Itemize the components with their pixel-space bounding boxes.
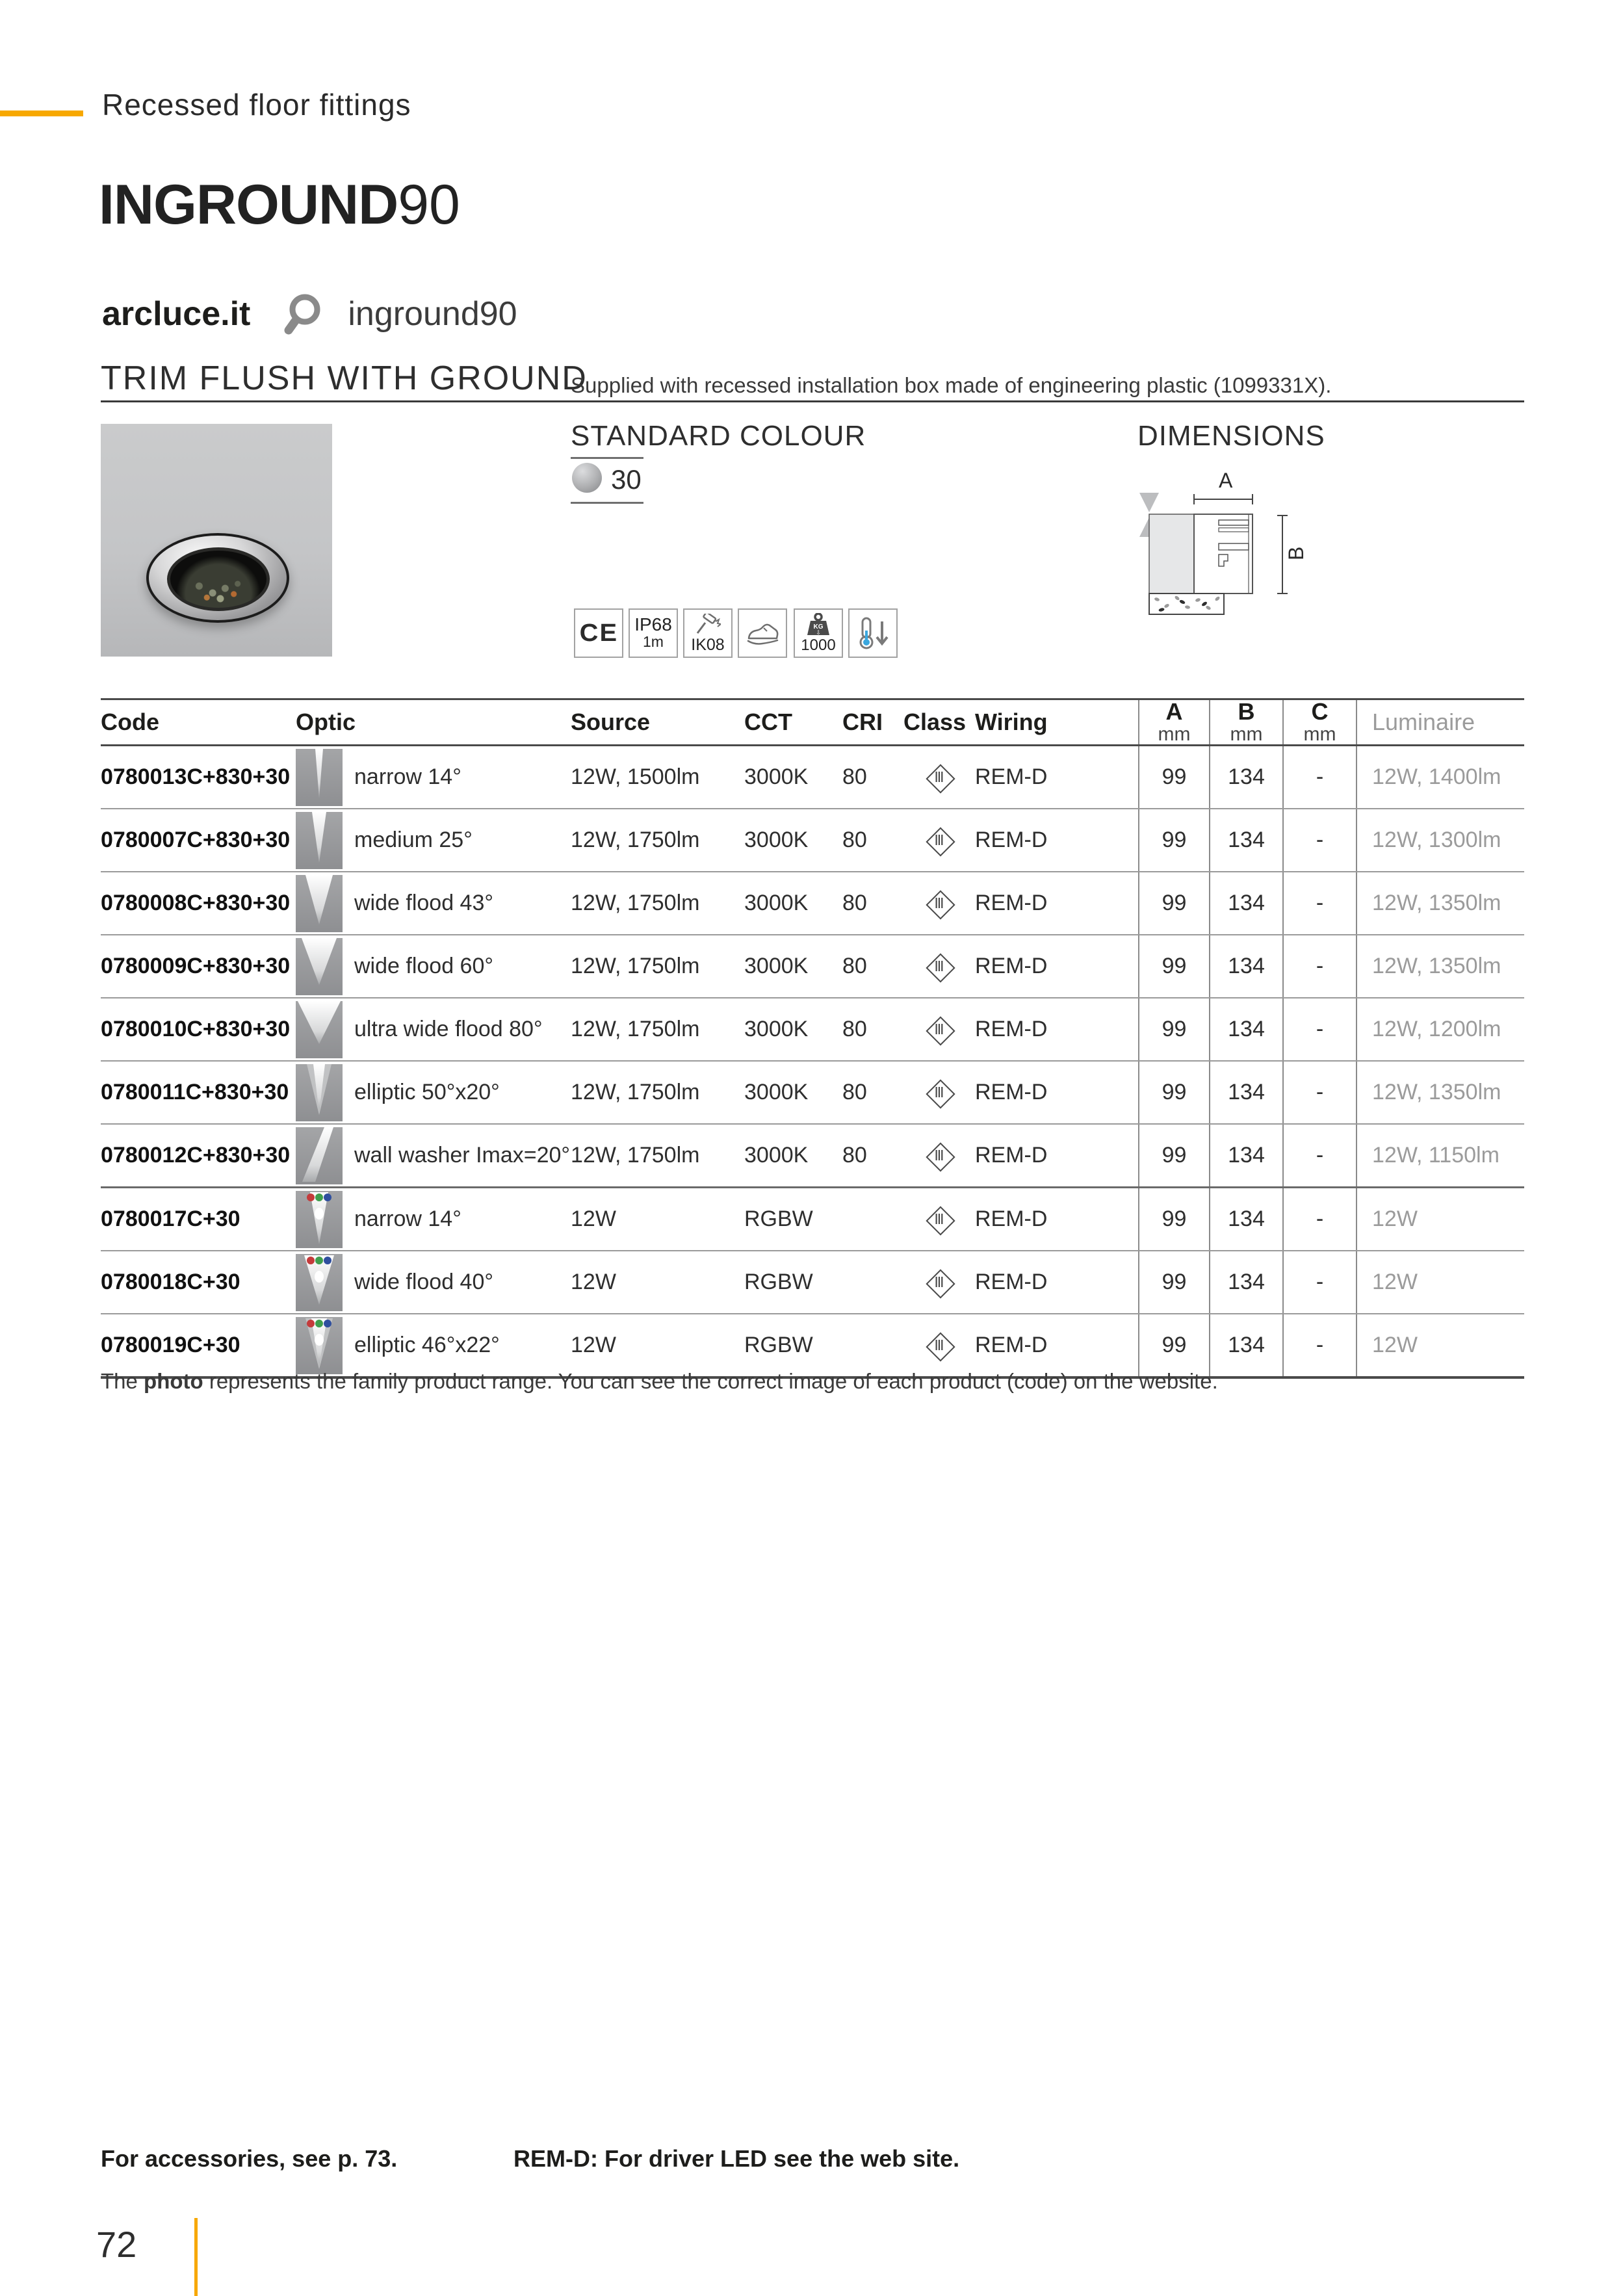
header-code: Code xyxy=(101,709,159,735)
wiring-value: REM-D xyxy=(975,1270,1048,1294)
product-table xyxy=(101,698,1524,1379)
header-c: C xyxy=(1311,698,1329,725)
luminaire-value: 12W, 1400lm xyxy=(1356,746,1524,808)
optic-beam-icon-medium xyxy=(296,812,343,869)
header-luminaire-label: Luminaire xyxy=(1372,709,1475,735)
ce-mark-label: CE xyxy=(579,619,618,647)
class-iii-icon xyxy=(922,886,957,921)
class-iii-icon xyxy=(922,949,957,984)
load-value: 1000 xyxy=(801,636,836,654)
table-row xyxy=(101,1251,1524,1314)
footer-accent-line xyxy=(194,2218,198,2296)
luminaire-value: 12W xyxy=(1356,1251,1524,1313)
product-code: 0780019C+30 xyxy=(101,1333,240,1357)
table-row xyxy=(101,1062,1524,1125)
dim-b-value: 134 xyxy=(1209,935,1282,997)
dim-a-label: A xyxy=(1219,469,1233,492)
dim-c-value: - xyxy=(1282,1251,1356,1313)
ip68-rating-icon xyxy=(629,608,678,658)
dim-c-value: - xyxy=(1282,746,1356,808)
class-cell xyxy=(903,1202,975,1237)
hammer-icon xyxy=(695,614,721,636)
shoe-icon xyxy=(746,620,779,646)
optic-label: narrow 14° xyxy=(354,1207,461,1231)
fixture-body xyxy=(1194,514,1253,594)
header-b-mm xyxy=(1209,700,1282,744)
product-photo xyxy=(101,424,332,657)
dim-a-value: 99 xyxy=(1138,935,1209,997)
luminaire-value: 12W, 1350lm xyxy=(1356,872,1524,934)
wiring-value: REM-D xyxy=(975,1333,1048,1357)
source-value: 12W, 1750lm xyxy=(571,828,700,852)
optic-label: elliptic 50°x20° xyxy=(354,1080,500,1104)
remd-note: REM-D: For driver LED see the web site. xyxy=(513,2145,960,2172)
header-a: A xyxy=(1165,698,1183,725)
dim-b-value: 134 xyxy=(1209,809,1282,871)
class-iii-icon xyxy=(922,1265,957,1300)
page-title-suffix: 90 xyxy=(398,174,460,236)
supplied-note: Supplied with recessed installation box made of engineering plastic (1099331X). xyxy=(571,373,1332,397)
luminaire-value: 12W, 1200lm xyxy=(1356,998,1524,1060)
wiring-value: REM-D xyxy=(975,891,1048,915)
header-luminaire xyxy=(1356,700,1524,744)
source-value: 12W, 1750lm xyxy=(571,891,700,915)
optic-beam-icon-wide60 xyxy=(296,938,343,995)
ce-mark-icon xyxy=(574,608,623,658)
optic-cell xyxy=(296,1188,571,1250)
cct-value: RGBW xyxy=(744,1207,813,1231)
search-icon xyxy=(283,293,323,335)
header-cri: CRI xyxy=(842,709,883,735)
luminaire-value: 12W, 1350lm xyxy=(1356,1062,1524,1123)
cri-value: 80 xyxy=(842,1080,867,1104)
class-symbol: Ⅲ xyxy=(934,958,944,974)
section-divider xyxy=(101,400,1524,402)
dim-a-value: 99 xyxy=(1138,746,1209,808)
photo-note xyxy=(101,1369,1218,1394)
class-iii-icon xyxy=(922,823,957,858)
dim-a-value: 99 xyxy=(1138,809,1209,871)
weight-icon xyxy=(805,613,831,636)
luminaire-value: 12W xyxy=(1356,1188,1524,1250)
optic-label: elliptic 46°x22° xyxy=(354,1333,500,1357)
cct-value: 3000K xyxy=(744,764,809,789)
dim-b-value: 134 xyxy=(1209,1125,1282,1186)
dim-b-label: B xyxy=(1284,546,1308,560)
class-cell xyxy=(903,760,975,795)
source-value: 12W, 1750lm xyxy=(571,954,700,978)
source-value: 12W, 1500lm xyxy=(571,764,700,789)
header-class: Class xyxy=(903,709,967,735)
accessories-note: For accessories, see p. 73. xyxy=(101,2145,398,2172)
cri-value: 80 xyxy=(842,891,867,915)
dim-a-value: 99 xyxy=(1138,872,1209,934)
dim-b-value: 134 xyxy=(1209,998,1282,1060)
dimensions-heading: DIMENSIONS xyxy=(1137,420,1325,452)
temperature-icon xyxy=(848,608,898,658)
photo-note-prefix: The xyxy=(101,1369,144,1393)
standard-colour-heading: STANDARD COLOUR xyxy=(571,420,866,452)
optic-label: wide flood 40° xyxy=(354,1270,493,1294)
dim-b-value: 134 xyxy=(1209,746,1282,808)
cct-value: 3000K xyxy=(744,891,809,915)
optic-cell xyxy=(296,1314,571,1376)
table-row xyxy=(101,872,1524,935)
optic-label: narrow 14° xyxy=(354,764,461,789)
class-iii-icon xyxy=(922,1202,957,1237)
cri-value: 80 xyxy=(842,828,867,852)
header-cct: CCT xyxy=(744,709,792,735)
optic-label: medium 25° xyxy=(354,828,473,852)
table-row xyxy=(101,935,1524,998)
table-row xyxy=(101,1188,1524,1251)
dim-b-value: 134 xyxy=(1209,1251,1282,1313)
class-cell xyxy=(903,1265,975,1300)
dim-c-value: - xyxy=(1282,809,1356,871)
table-row xyxy=(101,998,1524,1062)
luminaire-value: 12W, 1300lm xyxy=(1356,809,1524,871)
class-cell xyxy=(903,1328,975,1363)
header-b-unit: mm xyxy=(1230,724,1263,746)
source-value: 12W, 1750lm xyxy=(571,1017,700,1041)
table-header-row xyxy=(101,698,1524,746)
dim-c-value: - xyxy=(1282,1188,1356,1250)
optic-beam-icon-elliptic xyxy=(296,1064,343,1121)
product-code: 0780018C+30 xyxy=(101,1270,240,1294)
section-heading: TRIM FLUSH WITH GROUND xyxy=(101,359,588,397)
optic-cell xyxy=(296,935,571,997)
svg-text:⇩: ⇩ xyxy=(816,629,821,636)
ip-rating-label: IP68 xyxy=(634,614,672,635)
optic-cell xyxy=(296,809,571,871)
header-c-unit: mm xyxy=(1303,724,1336,746)
page-title xyxy=(99,173,460,237)
dim-b-value: 134 xyxy=(1209,872,1282,934)
class-symbol: Ⅲ xyxy=(934,831,944,848)
source-value: 12W xyxy=(571,1207,616,1231)
colour-code: 30 xyxy=(611,464,642,495)
site-search-row xyxy=(102,293,517,335)
product-code: 0780013C+830+30 xyxy=(101,764,291,789)
dimensions-drawing xyxy=(1128,447,1407,629)
class-iii-icon xyxy=(922,1328,957,1363)
optic-beam-icon-rgbw-elliptic xyxy=(296,1317,343,1374)
dim-c-value: - xyxy=(1282,1062,1356,1123)
source-value: 12W, 1750lm xyxy=(571,1080,700,1104)
page-title-main: INGROUND xyxy=(99,174,398,236)
cri-value: 80 xyxy=(842,1017,867,1041)
class-iii-icon xyxy=(922,1012,957,1047)
ik08-impact-icon xyxy=(683,608,733,658)
product-code: 0780011C+830+30 xyxy=(101,1080,289,1104)
header-c-mm xyxy=(1282,700,1356,744)
class-symbol: Ⅲ xyxy=(934,1210,944,1227)
class-symbol: Ⅲ xyxy=(934,1021,944,1037)
optic-beam-icon-wide43 xyxy=(296,875,343,932)
luminaire-value: 12W, 1150lm xyxy=(1356,1125,1524,1186)
dim-a-value: 99 xyxy=(1138,998,1209,1060)
optic-label: wide flood 60° xyxy=(354,954,493,978)
header-source: Source xyxy=(571,709,651,735)
dim-b-value: 134 xyxy=(1209,1062,1282,1123)
luminaire-value: 12W, 1350lm xyxy=(1356,935,1524,997)
search-term: inground90 xyxy=(348,295,517,333)
class-iii-icon xyxy=(922,1075,957,1110)
class-cell xyxy=(903,1012,975,1047)
cri-value: 80 xyxy=(842,764,867,789)
cri-value: 80 xyxy=(842,954,867,978)
colour-divider-top xyxy=(571,457,643,459)
optic-cell xyxy=(296,872,571,934)
product-code: 0780007C+830+30 xyxy=(101,828,291,852)
dim-a-value: 99 xyxy=(1138,1062,1209,1123)
dim-b-value: 134 xyxy=(1209,1188,1282,1250)
optic-cell xyxy=(296,1125,571,1186)
load-rating-icon xyxy=(794,608,843,658)
wiring-value: REM-D xyxy=(975,828,1048,852)
colour-swatch-30 xyxy=(572,463,602,493)
dim-b-value: 134 xyxy=(1209,1314,1282,1376)
class-iii-icon xyxy=(922,1138,957,1173)
class-cell xyxy=(903,1075,975,1110)
cri-value: 80 xyxy=(842,1143,867,1168)
photo-note-suffix: represents the family product range. You can see the correct image of each product (code) on the website. xyxy=(203,1369,1218,1393)
class-symbol: Ⅲ xyxy=(934,1337,944,1353)
product-code: 0780010C+830+30 xyxy=(101,1017,291,1041)
optic-beam-icon-narrow xyxy=(296,749,343,806)
header-wiring: Wiring xyxy=(975,709,1048,735)
header-b: B xyxy=(1238,698,1255,725)
wiring-value: REM-D xyxy=(975,1143,1048,1168)
fitting-trim-ring xyxy=(146,533,289,623)
cct-value: 3000K xyxy=(744,954,809,978)
class-cell xyxy=(903,1138,975,1173)
optic-beam-icon-wallwasher xyxy=(296,1127,343,1184)
product-code: 0780012C+830+30 xyxy=(101,1143,291,1168)
wiring-value: REM-D xyxy=(975,1017,1048,1041)
source-value: 12W, 1750lm xyxy=(571,1143,700,1168)
table-row xyxy=(101,746,1524,809)
thermometer-down-icon xyxy=(856,616,890,650)
site-name: arcluce.it xyxy=(102,295,251,333)
dim-a-value: 99 xyxy=(1138,1125,1209,1186)
ik-rating-label: IK08 xyxy=(691,635,725,654)
page-number: 72 xyxy=(96,2224,137,2265)
cct-value: 3000K xyxy=(744,828,809,852)
optic-beam-icon-rgbw-narrow xyxy=(296,1191,343,1248)
class-symbol: Ⅲ xyxy=(934,768,944,785)
dim-c-value: - xyxy=(1282,935,1356,997)
dim-c-value: - xyxy=(1282,998,1356,1060)
optic-beam-icon-rgbw-wide xyxy=(296,1254,343,1311)
wiring-value: REM-D xyxy=(975,764,1048,789)
colour-divider-bottom xyxy=(571,502,643,504)
accent-line xyxy=(0,111,83,116)
class-cell xyxy=(903,949,975,984)
walkable-icon xyxy=(738,608,787,658)
wiring-value: REM-D xyxy=(975,1080,1048,1104)
table-body xyxy=(101,746,1524,1379)
dim-a-value: 99 xyxy=(1138,1188,1209,1250)
wiring-value: REM-D xyxy=(975,954,1048,978)
luminaire-value: 12W xyxy=(1356,1314,1524,1376)
cct-value: 3000K xyxy=(744,1017,809,1041)
cct-value: 3000K xyxy=(744,1080,809,1104)
class-symbol: Ⅲ xyxy=(934,1084,944,1101)
wiring-value: REM-D xyxy=(975,1207,1048,1231)
optic-cell xyxy=(296,998,571,1060)
class-symbol: Ⅲ xyxy=(934,1273,944,1290)
category-heading: Recessed floor fittings xyxy=(102,88,411,122)
cct-value: 3000K xyxy=(744,1143,809,1168)
product-code: 0780008C+830+30 xyxy=(101,891,291,915)
class-symbol: Ⅲ xyxy=(934,1147,944,1164)
product-code: 0780017C+30 xyxy=(101,1207,240,1231)
photo-note-bold: photo xyxy=(144,1369,203,1393)
header-a-unit: mm xyxy=(1158,724,1191,746)
ip-depth-label: 1m xyxy=(643,633,664,651)
cct-value: RGBW xyxy=(744,1333,813,1357)
class-cell xyxy=(903,886,975,921)
class-iii-icon xyxy=(922,760,957,795)
optic-cell xyxy=(296,746,571,808)
dim-a-value: 99 xyxy=(1138,1314,1209,1376)
source-value: 12W xyxy=(571,1333,616,1357)
kg-label: KG xyxy=(813,623,824,631)
optic-label: ultra wide flood 80° xyxy=(354,1017,543,1041)
table-row xyxy=(101,809,1524,872)
product-code: 0780009C+830+30 xyxy=(101,954,291,978)
cct-value: RGBW xyxy=(744,1270,813,1294)
optic-label: wide flood 43° xyxy=(354,891,493,915)
dim-c-value: - xyxy=(1282,1314,1356,1376)
optic-beam-icon-ultrawide xyxy=(296,1001,343,1058)
optic-label: wall washer Imax=20° xyxy=(354,1143,571,1168)
header-a-mm xyxy=(1138,700,1209,744)
optic-cell xyxy=(296,1062,571,1123)
source-value: 12W xyxy=(571,1270,616,1294)
class-cell xyxy=(903,823,975,858)
table-row xyxy=(101,1125,1524,1188)
class-symbol: Ⅲ xyxy=(934,894,944,911)
dim-a-value: 99 xyxy=(1138,1251,1209,1313)
dim-c-value: - xyxy=(1282,1125,1356,1186)
optic-cell xyxy=(296,1251,571,1313)
header-optic: Optic xyxy=(296,709,356,735)
flush-arrow-down xyxy=(1139,493,1159,512)
fitting-glass xyxy=(167,547,270,611)
dim-c-value: - xyxy=(1282,872,1356,934)
